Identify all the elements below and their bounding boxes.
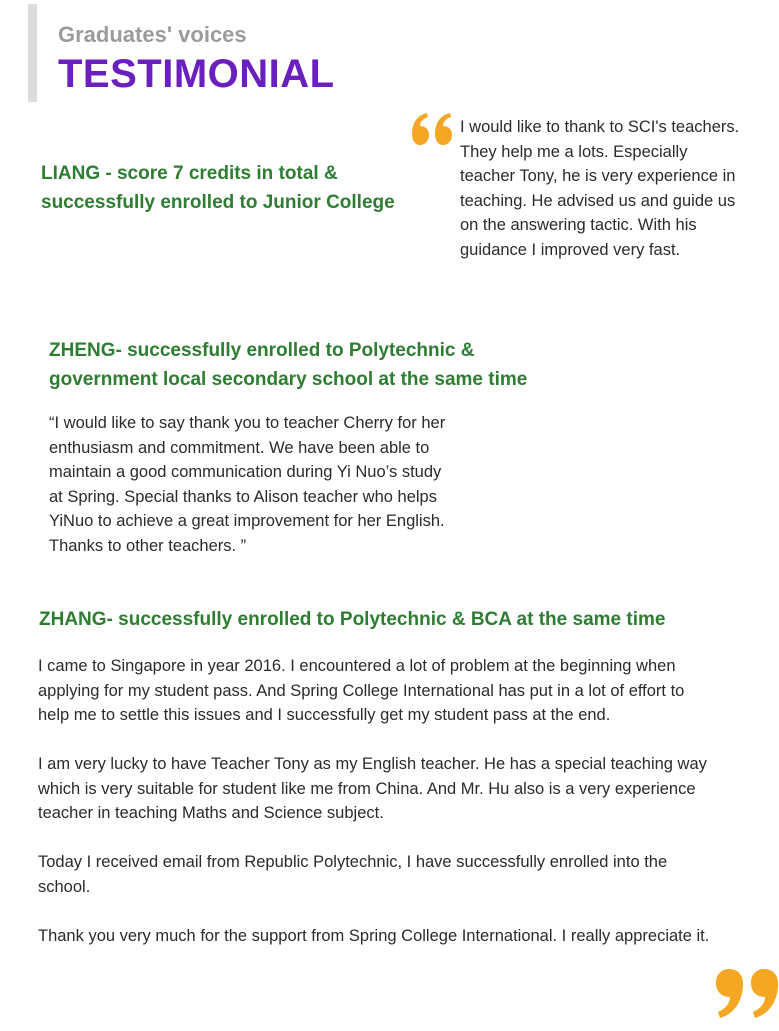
- open-quote-icon: [410, 112, 455, 146]
- paragraph: I am very lucky to have Teacher Tony as my English teacher. He has a special teaching way which is very suitable for student like me from China. And Mr. Hu also is a very experience teacher in teaching Maths and Science subject.: [38, 755, 707, 822]
- testimonial-heading-zhang: ZHANG- successfully enrolled to Polytechnic & BCA at the same time: [39, 609, 666, 630]
- close-quote-icon: [714, 968, 779, 1020]
- paragraph: Thank you very much for the support from Spring College International. I really appreciate it.: [38, 926, 710, 945]
- page-kicker: Graduates' voices: [58, 22, 247, 47]
- testimonial-text-zhang: [38, 654, 773, 948]
- page-title: TESTIMONIAL: [58, 52, 335, 96]
- header-accent-bar: [28, 4, 37, 102]
- testimonial-heading-zheng: ZHENG- successfully enrolled to Polytechnic & government local secondary school at the same time: [49, 340, 528, 390]
- paragraph: I came to Singapore in year 2016. I encountered a lot of problem at the beginning when applying for my student pass. And Spring College International has put in a lot of effort to help me to settle this issues and I successfully get my student pass at the end.: [38, 657, 685, 724]
- paragraph: Today I received email from Republic Polytechnic, I have successfully enrolled into the school.: [38, 853, 668, 896]
- testimonial-text-zheng: “I would like to say thank you to teacher Cherry for her enthusiasm and commitment. We have been able to maintain a good communication during Yi Nuo’s study at Spring. Special thanks to Alison teacher who helps YiNuo to achieve a great improvement for her English. Thanks to other teachers. ”: [49, 414, 446, 555]
- testimonial-heading-liang: LIANG - score 7 credits in total & successfully enrolled to Junior College: [41, 163, 395, 213]
- testimonial-text-liang: I would like to thank to SCI's teachers. They help me a lots. Especially teacher Tony, he is very experience in teaching. He advised us and guide us on the answering tactic. With his guidance I improved very fast.: [460, 118, 740, 259]
